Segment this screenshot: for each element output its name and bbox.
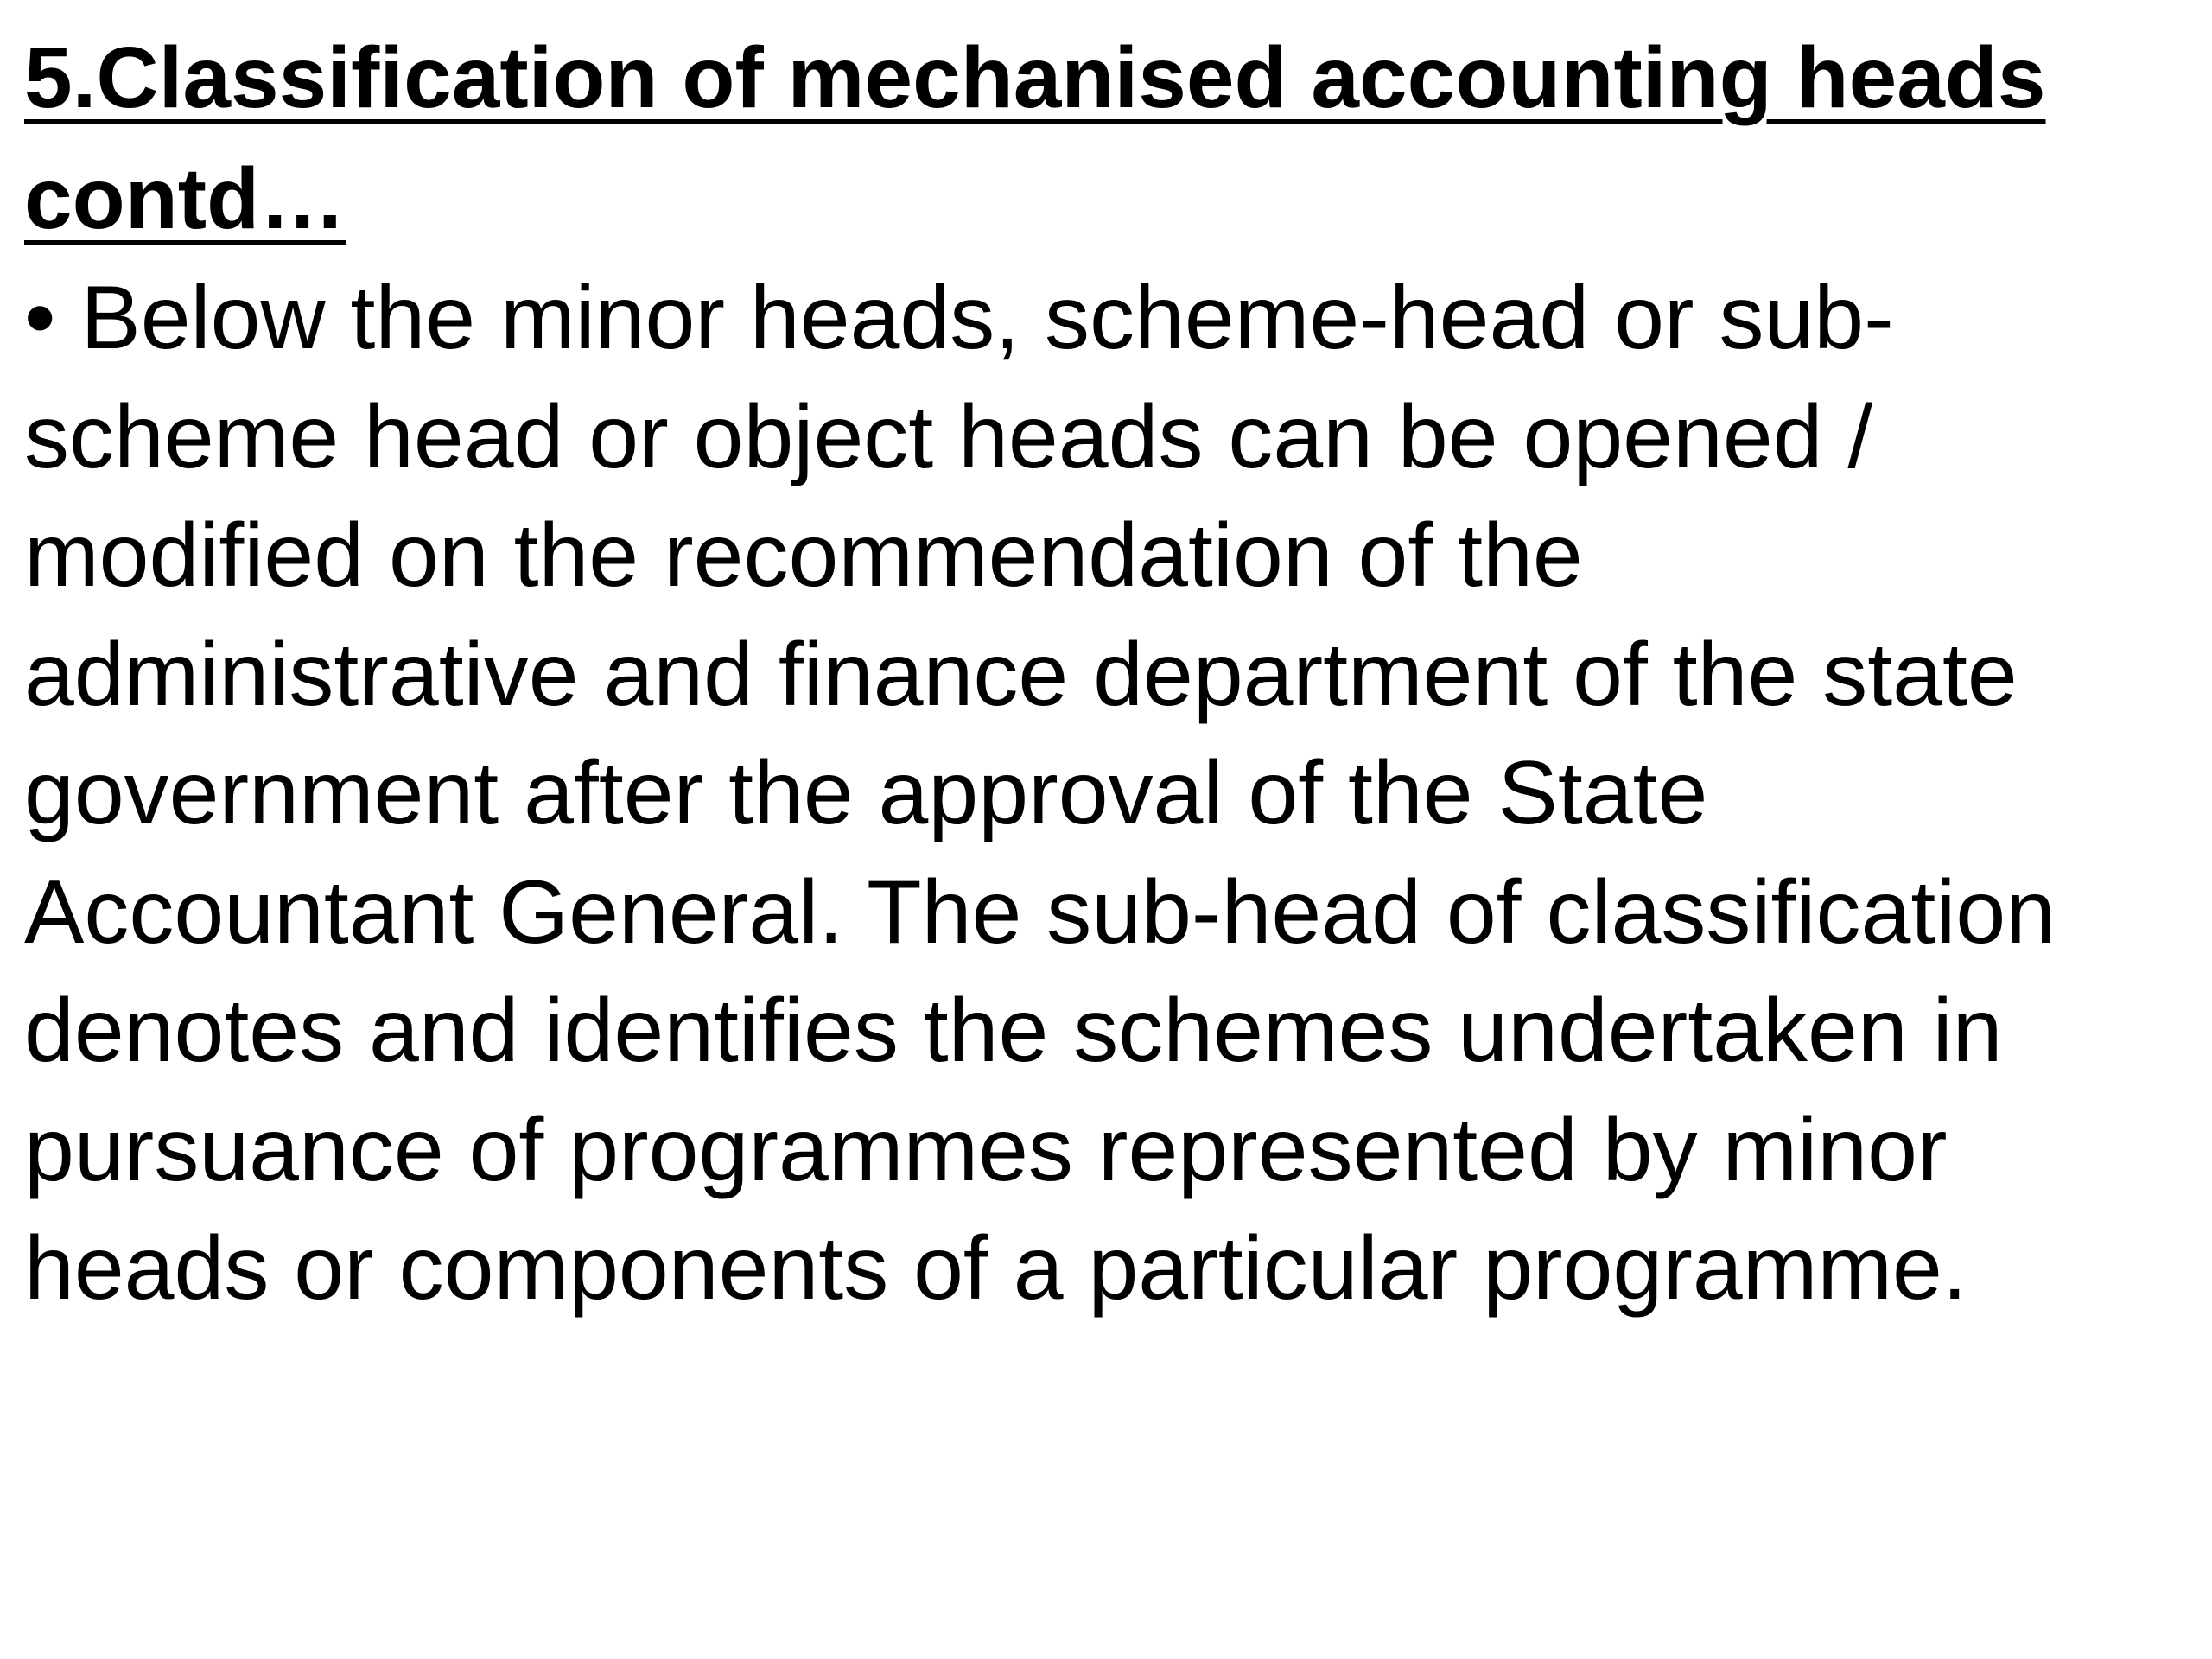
bullet-list (24, 259, 2158, 1329)
bullet-dot-icon: • (24, 268, 56, 368)
bullet-item (24, 259, 2158, 1329)
slide-title: 5.Classification of mechanised accounting heads contd… (24, 29, 2046, 247)
bullet-text: Below the minor heads, scheme-head or sub-scheme head or object heads can be opened / modified on the recommendation of the administrative and finance department of the state government after the approval of the State Accountant General. The sub-head of classification denotes and identifies the schemes undertaken in pursuance of programmes represented by minor heads or components of a particular programme. (24, 268, 2056, 1319)
slide (24, 17, 2158, 1329)
